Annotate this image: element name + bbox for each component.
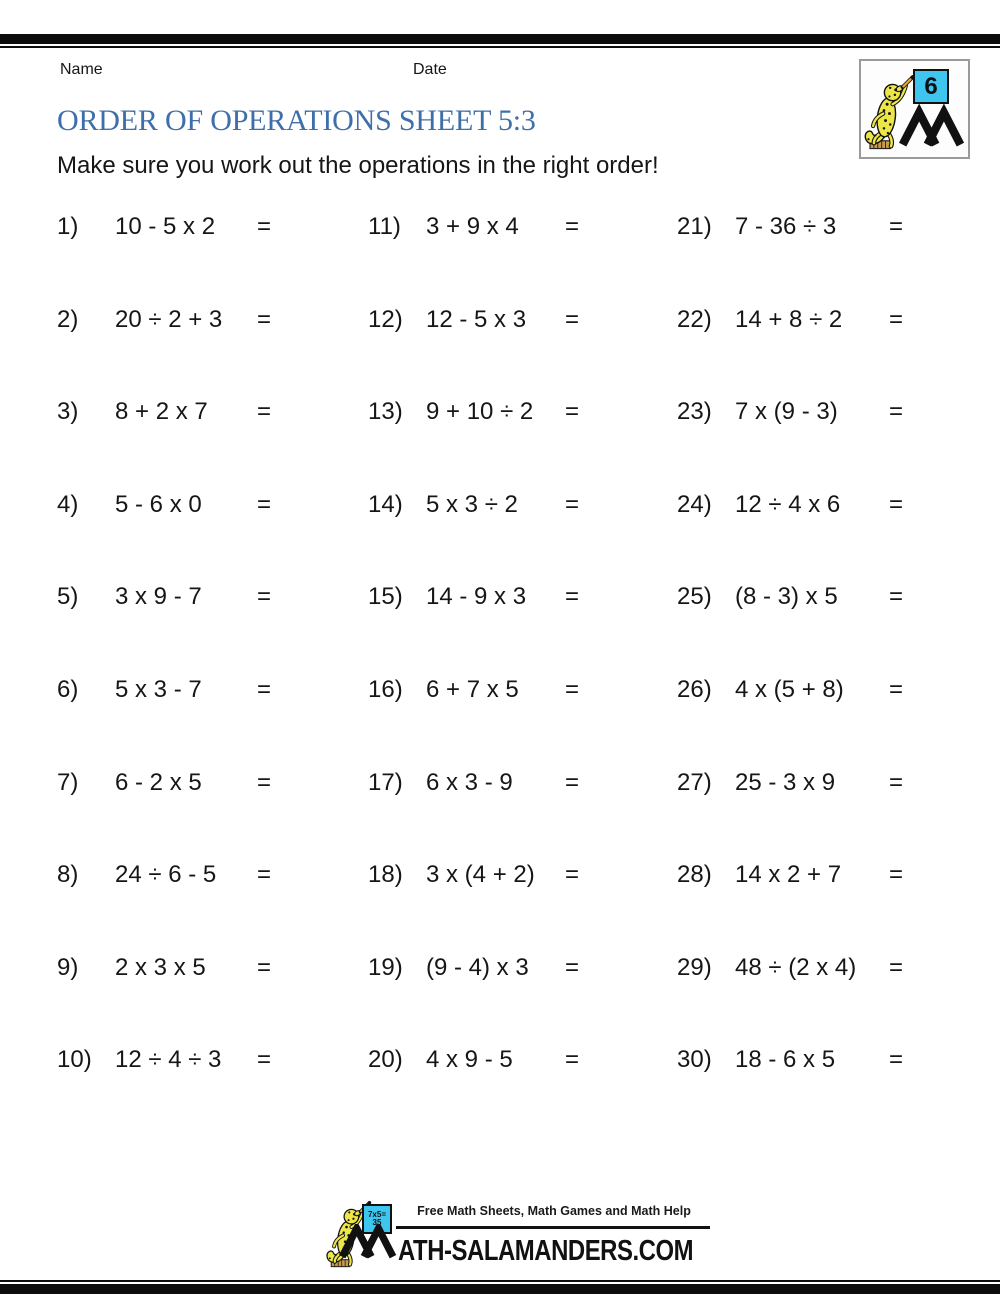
problem-expression: 6 x 3 - 9 (426, 768, 513, 796)
equals-sign: = (257, 861, 272, 889)
problem-row (57, 366, 307, 459)
problem-number: 16) (368, 676, 403, 703)
problem-expression: 3 x 9 - 7 (115, 583, 202, 611)
footer-board-line1: 7x5= (367, 1209, 387, 1219)
problem-number: 27) (677, 768, 712, 796)
problem-expression: 14 + 8 ÷ 2 (735, 305, 843, 333)
problem-expression: 3 x (4 + 2) (426, 861, 535, 889)
problems-column-2 (368, 181, 618, 1106)
problem-number: 25) (677, 583, 712, 611)
problem-row (368, 644, 618, 737)
footer-tagline: Free Math Sheets, Math Games and Math Help (417, 1204, 691, 1218)
problem-expression: 12 - 5 x 3 (426, 305, 527, 333)
equals-sign: = (565, 305, 580, 333)
problem-number: 20) (368, 1046, 403, 1074)
equals-sign: = (565, 213, 580, 241)
equals-sign: = (889, 583, 904, 611)
problem-number: 5) (57, 583, 79, 611)
problem-row (368, 551, 618, 644)
problem-number: 29) (677, 953, 712, 981)
problem-number: 13) (368, 398, 403, 426)
top-rule-thick (0, 34, 1000, 44)
footer-divider (396, 1226, 710, 1229)
problem-row (57, 459, 307, 552)
problem-expression: 14 x 2 + 7 (735, 861, 842, 889)
problem-expression: 4 x (5 + 8) (735, 676, 844, 703)
top-rule-thin (0, 46, 1000, 48)
problem-row (677, 736, 927, 829)
problem-expression: 9 + 10 ÷ 2 (426, 398, 534, 426)
problem-expression: 12 ÷ 4 x 6 (735, 490, 841, 518)
bottom-rule-thick (0, 1284, 1000, 1294)
equals-sign: = (889, 768, 904, 796)
problem-expression: 6 + 7 x 5 (426, 676, 519, 703)
problem-row (57, 551, 307, 644)
date-label: Date (413, 61, 447, 78)
problem-row (57, 274, 307, 367)
problem-row (57, 1014, 307, 1107)
equals-sign: = (257, 305, 272, 333)
problem-row (677, 366, 927, 459)
equals-sign: = (889, 676, 904, 703)
problem-number: 11) (368, 213, 401, 241)
problem-number: 21) (677, 213, 712, 241)
problem-row (677, 459, 927, 552)
problem-expression: 20 ÷ 2 + 3 (115, 305, 223, 333)
problem-expression: 5 x 3 - 7 (115, 676, 202, 703)
problems-column-1 (57, 181, 307, 1106)
problem-row (368, 459, 618, 552)
problem-expression: (9 - 4) x 3 (426, 953, 529, 981)
problem-expression: 5 x 3 ÷ 2 (426, 490, 518, 518)
problem-expression: 12 ÷ 4 ÷ 3 (115, 1046, 222, 1074)
equals-sign: = (257, 676, 272, 703)
problem-expression: 6 - 2 x 5 (115, 768, 202, 796)
problem-expression: 8 + 2 x 7 (115, 398, 208, 426)
problem-expression: 24 ÷ 6 - 5 (115, 861, 217, 889)
equals-sign: = (565, 676, 580, 703)
problem-expression: 5 - 6 x 0 (115, 490, 202, 518)
equals-sign: = (565, 953, 580, 981)
problem-row (368, 921, 618, 1014)
problem-expression: 48 ÷ (2 x 4) (735, 953, 857, 981)
equals-sign: = (565, 768, 580, 796)
equals-sign: = (889, 490, 904, 518)
footer-m-logo-icon (339, 1224, 397, 1262)
problem-number: 6) (57, 676, 79, 703)
bottom-rule-thin (0, 1280, 1000, 1282)
problem-number: 15) (368, 583, 403, 611)
equals-sign: = (257, 213, 272, 241)
problem-number: 9) (57, 953, 79, 981)
equals-sign: = (565, 1046, 580, 1074)
problem-expression: 25 - 3 x 9 (735, 768, 836, 796)
equals-sign: = (889, 953, 904, 981)
problem-number: 1) (57, 213, 79, 241)
problem-expression: 2 x 3 x 5 (115, 953, 206, 981)
problem-row (57, 921, 307, 1014)
problem-number: 18) (368, 861, 403, 889)
problem-number: 3) (57, 398, 79, 426)
problem-row (677, 829, 927, 922)
problem-number: 14) (368, 490, 403, 518)
problem-number: 19) (368, 953, 403, 981)
problem-number: 8) (57, 861, 79, 889)
equals-sign: = (257, 583, 272, 611)
problem-row (57, 644, 307, 737)
equals-sign: = (565, 861, 580, 889)
problem-expression: 10 - 5 x 2 (115, 213, 216, 241)
problem-expression: 7 - 36 ÷ 3 (735, 213, 837, 241)
problem-number: 22) (677, 305, 712, 333)
equals-sign: = (565, 490, 580, 518)
problem-number: 26) (677, 676, 712, 703)
problem-row (368, 1014, 618, 1107)
page-title: ORDER OF OPERATIONS SHEET 5:3 (57, 104, 536, 137)
problem-number: 2) (57, 305, 79, 333)
problem-row (368, 274, 618, 367)
equals-sign: = (257, 953, 272, 981)
problem-expression: 18 - 6 x 5 (735, 1046, 836, 1074)
equals-sign: = (565, 398, 580, 426)
m-logo-icon (899, 103, 965, 155)
problem-row (57, 181, 307, 274)
grade-board (913, 69, 949, 104)
equals-sign: = (889, 861, 904, 889)
equals-sign: = (889, 305, 904, 333)
problem-row (677, 274, 927, 367)
name-label: Name (60, 61, 103, 78)
problem-expression: (8 - 3) x 5 (735, 583, 838, 611)
problem-expression: 14 - 9 x 3 (426, 583, 527, 611)
footer-board-line2: 35 (372, 1218, 382, 1227)
grade-badge (859, 59, 970, 159)
problem-number: 23) (677, 398, 712, 426)
footer-logo-text: ATH-SALAMANDERS.COM (398, 1233, 694, 1267)
problem-row (368, 736, 618, 829)
equals-sign: = (257, 1046, 272, 1074)
grade-number: 6 (924, 72, 938, 100)
problem-row (677, 181, 927, 274)
problems-column-3 (677, 181, 927, 1106)
page-subtitle: Make sure you work out the operations in the right order! (57, 152, 659, 179)
equals-sign: = (257, 490, 272, 518)
equals-sign: = (565, 583, 580, 611)
problem-number: 4) (57, 490, 79, 518)
problem-number: 17) (368, 768, 403, 796)
problem-number: 30) (677, 1046, 712, 1074)
problem-row (677, 551, 927, 644)
problem-row (368, 181, 618, 274)
problem-number: 10) (57, 1046, 92, 1074)
problem-number: 24) (677, 490, 712, 518)
problem-row (368, 366, 618, 459)
problem-number: 12) (368, 305, 403, 333)
problem-expression: 3 + 9 x 4 (426, 213, 519, 241)
equals-sign: = (257, 398, 272, 426)
problem-row (57, 829, 307, 922)
problem-row (677, 921, 927, 1014)
equals-sign: = (257, 768, 272, 796)
problem-expression: 4 x 9 - 5 (426, 1046, 513, 1074)
equals-sign: = (889, 1046, 904, 1074)
problem-row (368, 829, 618, 922)
problem-number: 28) (677, 861, 712, 889)
problem-row (57, 736, 307, 829)
problem-number: 7) (57, 768, 79, 796)
equals-sign: = (889, 213, 904, 241)
problem-row (677, 1014, 927, 1107)
problem-row (677, 644, 927, 737)
problem-expression: 7 x (9 - 3) (735, 398, 838, 426)
equals-sign: = (889, 398, 904, 426)
